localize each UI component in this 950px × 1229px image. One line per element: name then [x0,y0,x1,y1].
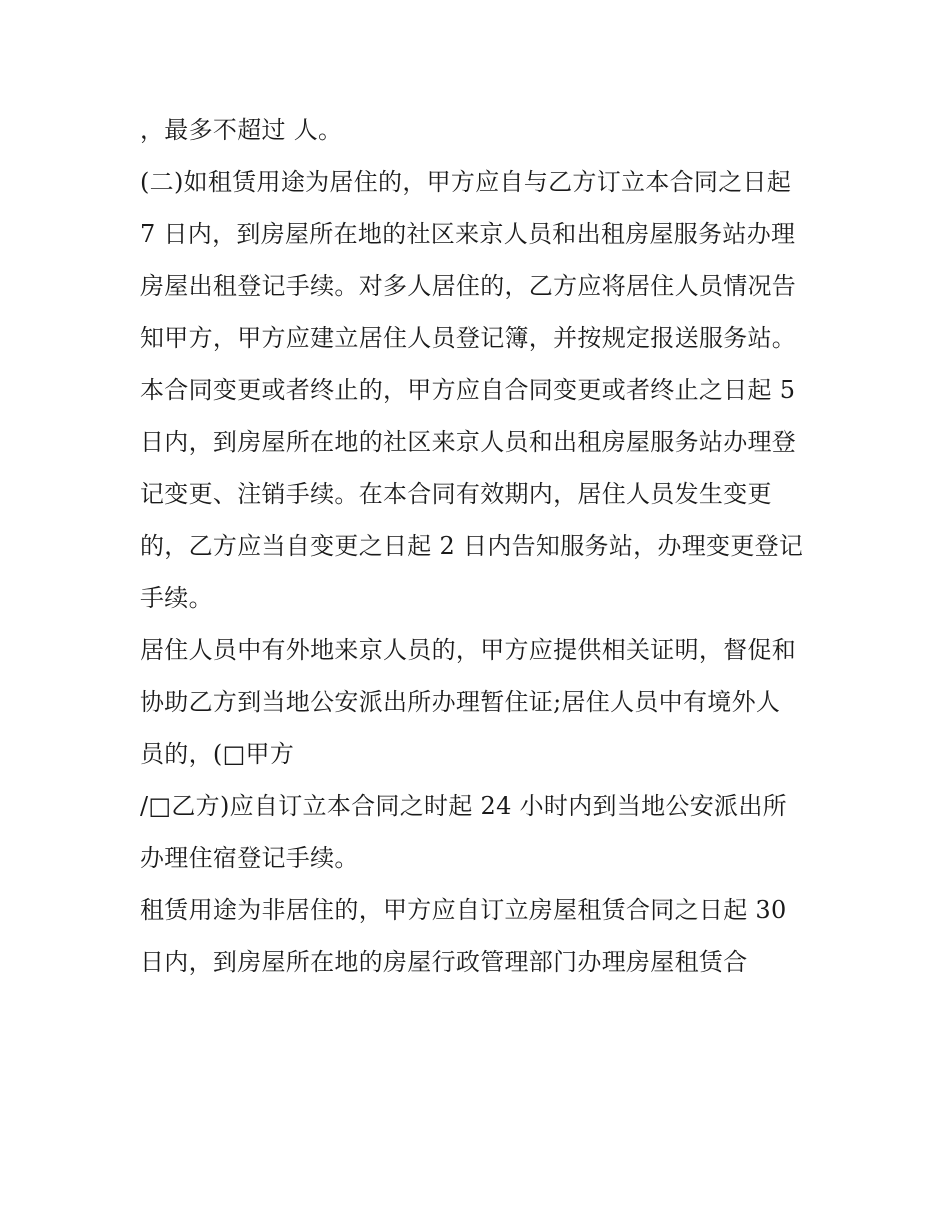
text-line-7: 日内，到房屋所在地的社区来京人员和出租房屋服务站办理登 [140,428,797,456]
text-line-16: 租赁用途为非居住的，甲方应自订立房屋租赁合同之日起 30 [140,896,787,924]
text-line-11: 居住人员中有外地来京人员的，甲方应提供相关证明，督促和 [140,636,797,664]
text-line-15: 办理住宿登记手续。 [140,844,359,872]
text-line-14: /□乙方)应自订立本合同之时起 24 小时内到当地公安派出所 [140,792,787,820]
text-line-6: 本合同变更或者终止的，甲方应自合同变更或者终止之日起 5 [140,376,796,404]
text-line-8: 记变更、注销手续。在本合同有效期内，居住人员发生变更 [140,480,772,508]
text-line-2: (二)如租赁用途为居住的，甲方应自与乙方订立本合同之日起 [140,168,792,196]
text-line-10: 手续。 [140,584,213,612]
text-line-12: 协助乙方到当地公安派出所办理暂住证;居住人员中有境外人 [140,688,781,716]
document-body [140,104,830,988]
text-line-9: 的，乙方应当自变更之日起 2 日内告知服务站，办理变更登记 [140,532,804,560]
text-line-17: 日内，到房屋所在地的房屋行政管理部门办理房屋租赁合 [140,948,748,976]
text-line-3: 7 日内，到房屋所在地的社区来京人员和出租房屋服务站办理 [140,220,796,248]
text-line-4: 房屋出租登记手续。对多人居住的，乙方应将居住人员情况告 [140,272,797,300]
text-line-1: ，最多不超过 人。 [140,116,343,144]
text-line-13: 员的，(□甲方 [140,740,295,768]
text-line-5: 知甲方，甲方应建立居住人员登记簿，并按规定报送服务站。 [140,324,797,352]
